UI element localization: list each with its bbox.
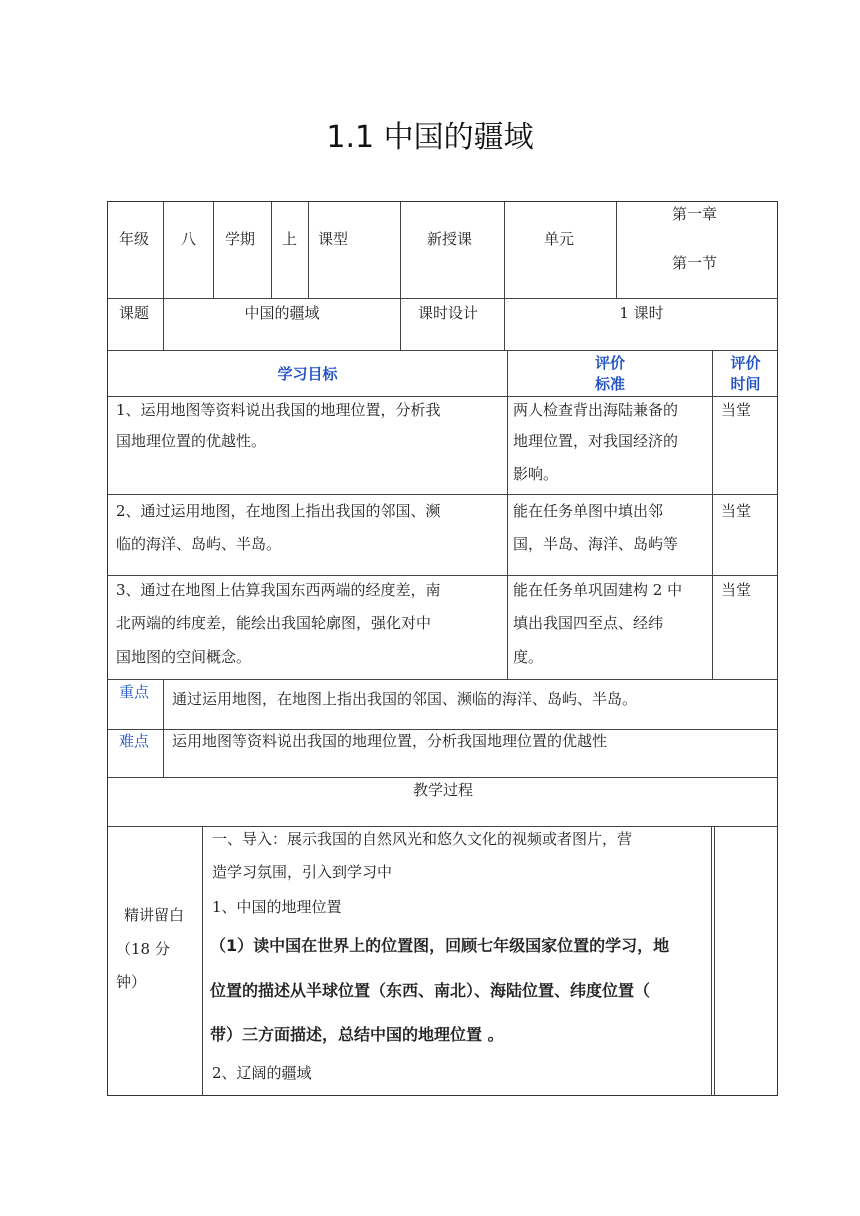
process-intro-line: 造学习氛围，引入到学习中 (212, 863, 393, 881)
col-divider (712, 350, 713, 679)
row-divider (108, 729, 778, 730)
unit-chapter: 第一章 (672, 205, 718, 223)
col-divider (616, 202, 617, 298)
type-value: 新授课 (427, 230, 473, 248)
key-point-label: 重点 (119, 683, 150, 701)
process-bold-line: 带）三方面描述，总结中国的地理位置 。 (210, 1025, 504, 1044)
process-item-2: 2、辽阔的疆域 (212, 1064, 312, 1082)
row-divider (108, 494, 778, 495)
process-bold-line: 位置的描述从半球位置（东西、南北）、海陆位置、纬度位置（ (210, 981, 651, 1000)
objective-1-standard-line: 两人检查背出海陆兼备的 (513, 401, 679, 419)
col-divider (507, 350, 508, 679)
objective-2-goal-line: 临的海洋、岛屿、半岛。 (116, 535, 282, 553)
objective-3-standard-line: 度。 (513, 648, 544, 666)
row-divider (108, 575, 778, 576)
design-label: 课时设计 (418, 304, 479, 322)
process-title: 教学过程 (412, 781, 473, 799)
objective-3-goal-line: 北两端的纬度差，能绘出我国轮廓图，强化对中 (116, 614, 432, 632)
col-divider (504, 202, 505, 350)
row-divider (108, 350, 778, 351)
eval-standard-header-1: 评价 (594, 354, 625, 372)
objective-3-standard-line: 能在任务单巩固建构 2 中 (513, 581, 683, 599)
process-intro-line: 一、导入：展示我国的自然风光和悠久文化的视频或者图片，营 (212, 830, 633, 848)
col-divider (711, 826, 712, 1096)
objective-1-goal-line: 1、运用地图等资料说出我国的地理位置，分析我 (116, 401, 441, 419)
objective-2-time: 当堂 (721, 502, 752, 520)
process-side-line: （18 分 (116, 940, 170, 958)
row-divider (108, 679, 778, 680)
col-divider (308, 202, 309, 298)
row-divider (108, 396, 778, 397)
difficult-point-label: 难点 (119, 732, 150, 750)
process-side-line: 钟） (116, 973, 147, 991)
eval-time-header-2: 时间 (730, 375, 761, 393)
col-divider (163, 202, 164, 350)
row-divider (108, 298, 778, 299)
col-divider (400, 202, 401, 350)
row-divider (108, 826, 778, 827)
objective-3-time: 当堂 (721, 581, 752, 599)
unit-label: 单元 (544, 230, 575, 248)
objective-2-goal-line: 2、通过运用地图，在地图上指出我国的邻国、濒 (116, 502, 441, 520)
page-title: 1.1 中国的疆域 (326, 120, 534, 155)
topic-value: 中国的疆域 (244, 304, 320, 322)
col-divider (271, 202, 272, 298)
term-value: 上 (282, 230, 298, 248)
process-side-line: 精讲留白 (124, 906, 185, 924)
objective-1-standard-line: 影响。 (513, 465, 559, 483)
objective-3-goal-line: 国地图的空间概念。 (116, 648, 252, 666)
objective-1-time: 当堂 (721, 401, 752, 419)
grade-label: 年级 (119, 230, 150, 248)
objective-1-standard-line: 地理位置，对我国经济的 (513, 432, 679, 450)
process-item-1: 1、中国的地理位置 (212, 898, 342, 916)
process-bold-line: （1）读中国在世界上的位置图，回顾七年级国家位置的学习，地 (210, 936, 670, 955)
design-value: 1 课时 (619, 304, 664, 322)
col-divider (714, 826, 715, 1096)
unit-section: 第一节 (672, 254, 718, 272)
term-label: 学期 (225, 230, 256, 248)
objective-3-standard-line: 填出我国四至点、经纬 (513, 614, 664, 632)
goals-header: 学习目标 (277, 365, 338, 383)
col-divider (163, 679, 164, 777)
objective-3-goal-line: 3、通过在地图上估算我国东西两端的经度差，南 (116, 581, 441, 599)
type-label: 课型 (318, 230, 349, 248)
grade-value: 八 (181, 230, 197, 248)
objective-1-goal-line: 国地理位置的优越性。 (116, 432, 267, 450)
col-divider (213, 202, 214, 298)
row-divider (108, 777, 778, 778)
objective-2-standard-line: 能在任务单图中填出邻 (513, 502, 664, 520)
difficult-point-text: 运用地图等资料说出我国的地理位置，分析我国地理位置的优越性 (172, 732, 608, 750)
col-divider (202, 826, 203, 1096)
topic-label: 课题 (119, 304, 150, 322)
objective-2-standard-line: 国，半岛、海洋、岛屿等 (513, 535, 679, 553)
eval-standard-header-2: 标准 (594, 375, 625, 393)
eval-time-header-1: 评价 (730, 354, 761, 372)
key-point-text: 通过运用地图，在地图上指出我国的邻国、濒临的海洋、岛屿、半岛。 (172, 690, 638, 708)
